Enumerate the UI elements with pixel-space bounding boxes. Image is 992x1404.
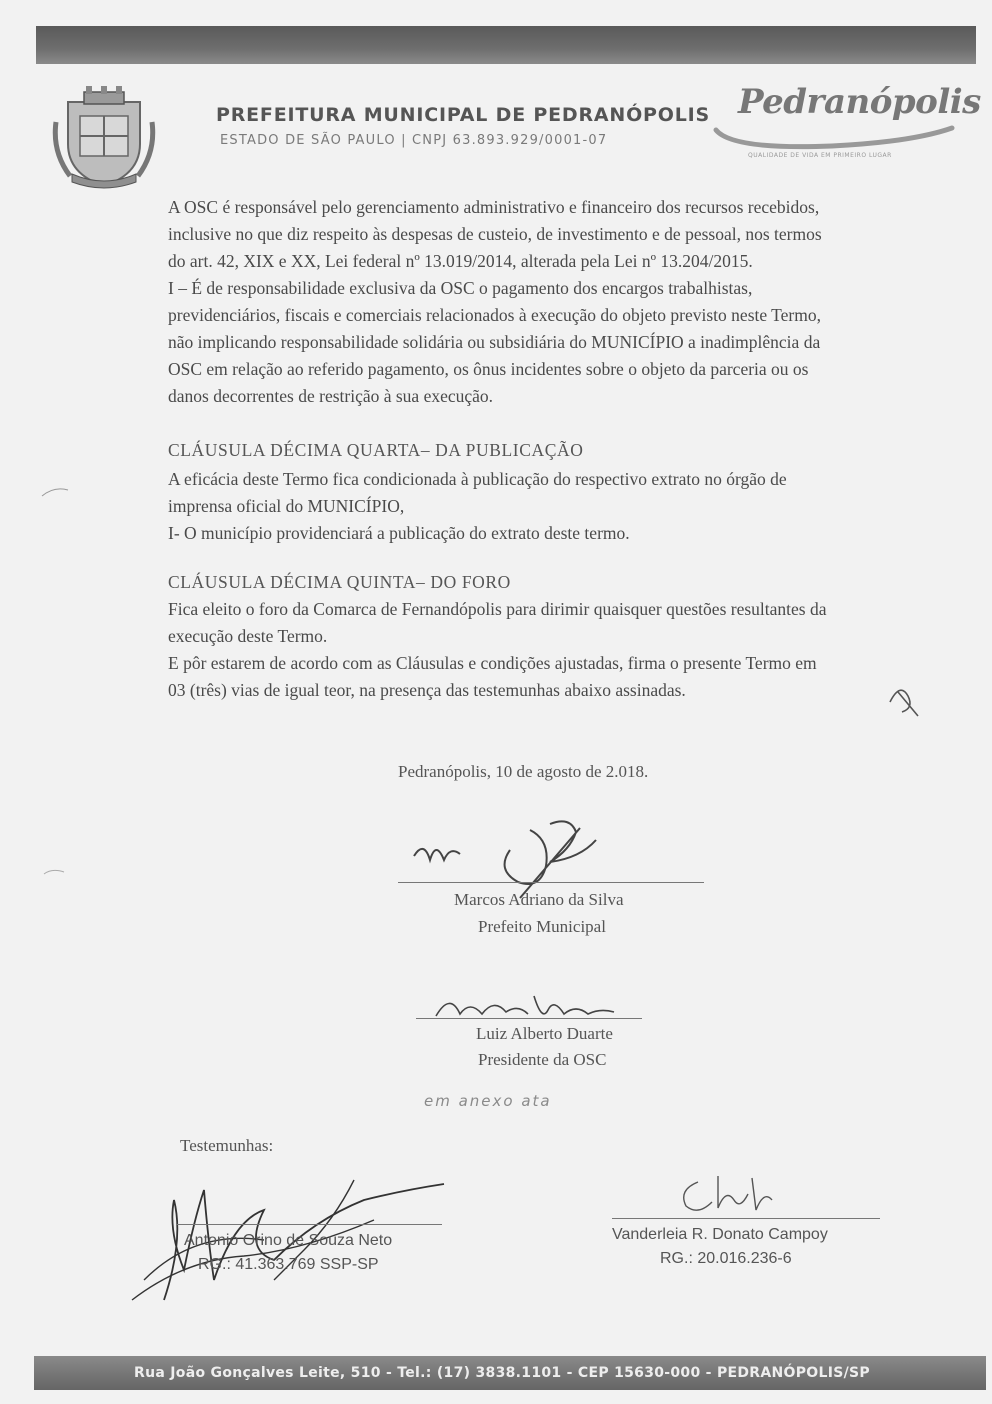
scan-mark-icon bbox=[42, 864, 66, 880]
text-line: imprensa oficial do MUNICÍPIO, bbox=[168, 496, 405, 516]
text-line: danos decorrentes de restrição à sua execução. bbox=[168, 386, 494, 406]
mayor-role: Prefeito Municipal bbox=[478, 917, 606, 936]
date-line: Pedranópolis, 10 de agosto de 2.018. bbox=[398, 762, 649, 781]
text-line: OSC em relação ao referido pagamento, os ônus incidentes sobre o objeto da parceria ou os bbox=[168, 359, 809, 379]
footer-banner bbox=[34, 1356, 986, 1390]
text-line: A eficácia deste Termo fica condicionada à publicação do respectivo extrato no órgão de bbox=[168, 469, 787, 489]
text-line: I- O município providenciará a publicação do extrato deste termo. bbox=[168, 523, 630, 543]
president-signature-line bbox=[416, 1018, 642, 1019]
president-role: Presidente da OSC bbox=[478, 1050, 607, 1069]
footer-address: Rua João Gonçalves Leite, 510 - Tel.: (17) 3838.1101 - CEP 15630-000 - PEDRANÓPOLIS/SP bbox=[134, 1365, 870, 1381]
paragraph-item-i bbox=[168, 275, 928, 410]
witness1-rg: RG.: 41.363.769 SSP-SP bbox=[198, 1256, 379, 1273]
text-line: do art. 42, XIX e XX, Lei federal nº 13.019/2014, alterada pela Lei nº 13.204/2015. bbox=[168, 251, 753, 271]
witness2-name: Vanderleia R. Donato Campoy bbox=[612, 1226, 828, 1243]
witnesses-label: Testemunhas: bbox=[180, 1136, 274, 1155]
president-name: Luiz Alberto Duarte bbox=[476, 1024, 613, 1043]
text-line: E pôr estarem de acordo com as Cláusulas e condições ajustadas, firma o presente Termo em bbox=[168, 653, 817, 673]
mayor-signature-icon bbox=[400, 810, 630, 900]
logo-wordmark: Pedranópolis bbox=[738, 82, 981, 122]
witness1-signature-line bbox=[176, 1224, 442, 1225]
text-line: 03 (três) vias de igual teor, na presença das testemunhas abaixo assinadas. bbox=[168, 680, 686, 700]
witness2-signature-line bbox=[612, 1218, 880, 1219]
text-line: não implicando responsabilidade solidária ou subsidiária do MUNICÍPIO a inadimplência da bbox=[168, 332, 821, 352]
top-banner bbox=[36, 26, 976, 64]
text-line: A OSC é responsável pelo gerenciamento administrativo e financeiro dos recursos recebidos, bbox=[168, 197, 820, 217]
mayor-name: Marcos Adriano da Silva bbox=[454, 890, 624, 909]
president-signature-icon bbox=[430, 986, 620, 1026]
clause-15-text bbox=[168, 596, 928, 704]
clause-14-heading: CLÁUSULA DÉCIMA QUARTA– DA PUBLICAÇÃO bbox=[168, 440, 584, 460]
text-line: previdenciários, fiscais e comerciais relacionados à execução do objeto previsto neste Termo, bbox=[168, 305, 821, 325]
header-title: PREFEITURA MUNICIPAL DE PEDRANÓPOLIS bbox=[216, 104, 710, 126]
text-line: Fica eleito o foro da Comarca de Fernandópolis para dirimir quaisquer questões resultantes da bbox=[168, 599, 827, 619]
handwritten-note: em anexo ata bbox=[424, 1092, 552, 1110]
header-subtitle: ESTADO DE SÃO PAULO | CNPJ 63.893.929/0001-07 bbox=[220, 133, 608, 148]
text-line: inclusive no que diz respeito às despesas de custeio, de investimento e de pessoal, nos termos bbox=[168, 224, 822, 244]
clause-15-heading: CLÁUSULA DÉCIMA QUINTA– DO FORO bbox=[168, 572, 511, 592]
city-logo bbox=[712, 82, 981, 172]
witness2-signature-icon bbox=[668, 1170, 778, 1220]
initials-mark-icon bbox=[880, 672, 930, 722]
paragraph-osc-responsibility bbox=[168, 194, 928, 275]
logo-tagline: QUALIDADE DE VIDA EM PRIMEIRO LUGAR bbox=[748, 152, 892, 159]
witness2-rg: RG.: 20.016.236-6 bbox=[660, 1250, 792, 1267]
scan-mark-icon bbox=[40, 484, 70, 500]
municipal-crest-icon bbox=[50, 82, 158, 190]
mayor-signature-line bbox=[398, 882, 704, 883]
text-line: execução deste Termo. bbox=[168, 626, 328, 646]
text-line: I – É de responsabilidade exclusiva da OSC o pagamento dos encargos trabalhistas, bbox=[168, 278, 753, 298]
witness1-name: Antonio Orino de Souza Neto bbox=[184, 1232, 393, 1249]
clause-14-text bbox=[168, 466, 928, 547]
